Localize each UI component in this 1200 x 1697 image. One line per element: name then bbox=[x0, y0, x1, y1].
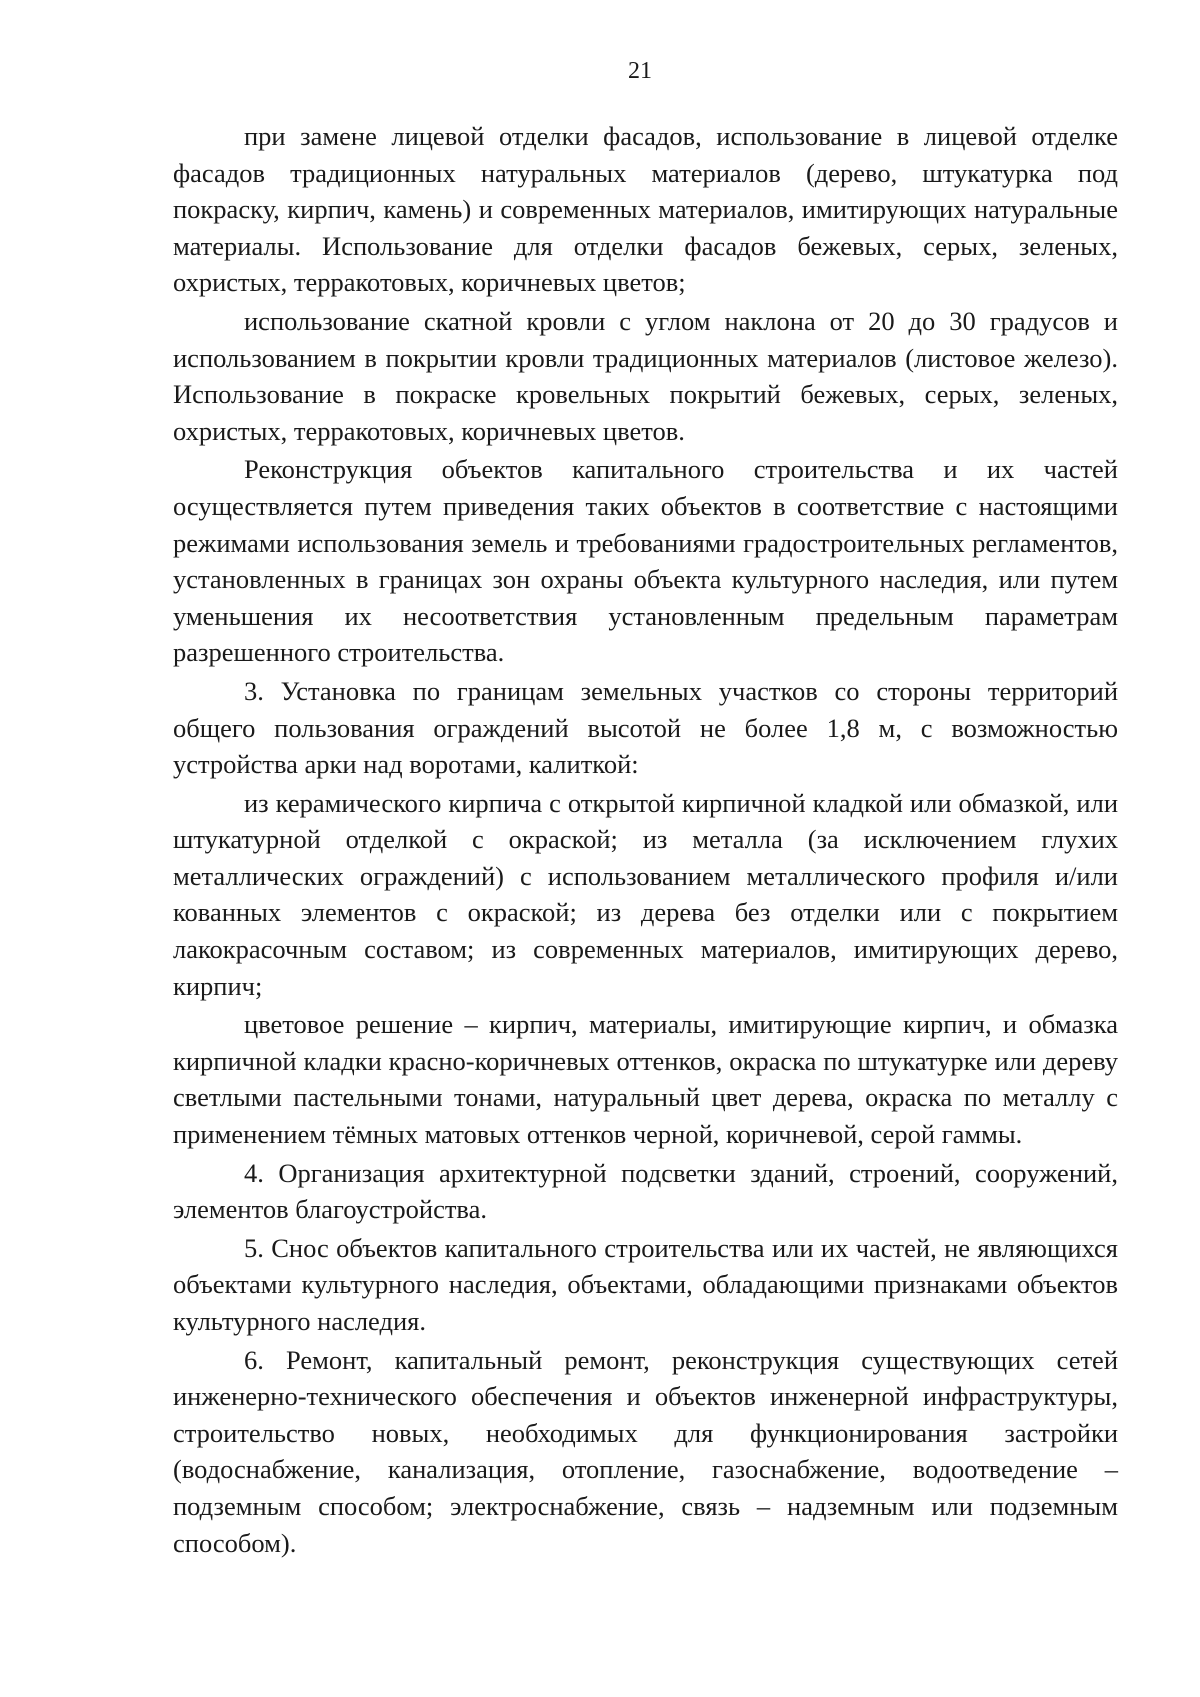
paragraph-fence-materials: из керамического кирпича с открытой кирпичной кладкой или обмазкой, или штукатурной отделкой с окраской; из металла (за исключением глухих металлических ограждений) с использованием металлического профиля и/или кованных элементов с окраской; из дерева без отделки или с покрытием лакокрасочным составом; из современных материалов, имитирующих дерево, кирпич; bbox=[173, 787, 1118, 1001]
page-number: 21 bbox=[628, 58, 652, 84]
paragraph-item-4-lighting: 4. Организация архитектурной подсветки зданий, строений, сооружений, элементов благоустройства. bbox=[173, 1157, 1118, 1225]
paragraph-color-solution: цветовое решение – кирпич, материалы, имитирующие кирпич, и обмазка кирпичной кладки красно-коричневых оттенков, окраска по штукатурке или дереву светлыми пастельными тонами, натуральный цвет дерева, окраска по металлу с применением тёмных матовых оттенков черной, коричневой, серой гаммы. bbox=[173, 1009, 1118, 1150]
paragraph-roof: использование скатной кровли с углом наклона от 20 до 30 градусов и использованием в покрытии кровли традиционных материалов (листовое железо). Использование в покраске кровельных покрытий бежевых, серых, зеленых, охристых, терракотовых, коричневых цветов. bbox=[173, 305, 1118, 446]
paragraph-item-5-demolition: 5. Снос объектов капитального строительства или их частей, не являющихся объектами культурного наследия, объектами, обладающими признаками объектов культурного наследия. bbox=[173, 1232, 1118, 1336]
document-body bbox=[173, 118, 1118, 1561]
paragraph-item-6-networks: 6. Ремонт, капитальный ремонт, реконструкция существующих сетей инженерно-технического обеспечения и объектов инженерной инфраструктуры, строительство новых, необходимых для функционирования застройки (водоснабжение, канализация, отопление, газоснабжение, водоотведение – подземным способом; электроснабжение, связь – надземным или подземным способом). bbox=[173, 1344, 1118, 1558]
paragraph-facade-finish: при замене лицевой отделки фасадов, использование в лицевой отделке фасадов традиционных натуральных материалов (дерево, штукатурка под покраску, кирпич, камень) и современных материалов, имитирующих натуральные материалы. Использование для отделки фасадов бежевых, серых, зеленых, охристых, терракотовых, коричневых цветов; bbox=[173, 121, 1118, 298]
paragraph-item-3-fences: 3. Установка по границам земельных участков со стороны территорий общего пользования ограждений высотой не более 1,8 м, с возможностью устройства арки над воротами, калиткой: bbox=[173, 675, 1118, 780]
paragraph-reconstruction: Реконструкция объектов капитального строительства и их частей осуществляется путем приведения таких объектов в соответствие с настоящими режимами использования земель и требованиями градостроительных регламентов, установленных в границах зон охраны объекта культурного наследия, или путем уменьшения их несоответствия установленным предельным параметрам разрешенного строительства. bbox=[173, 454, 1118, 668]
